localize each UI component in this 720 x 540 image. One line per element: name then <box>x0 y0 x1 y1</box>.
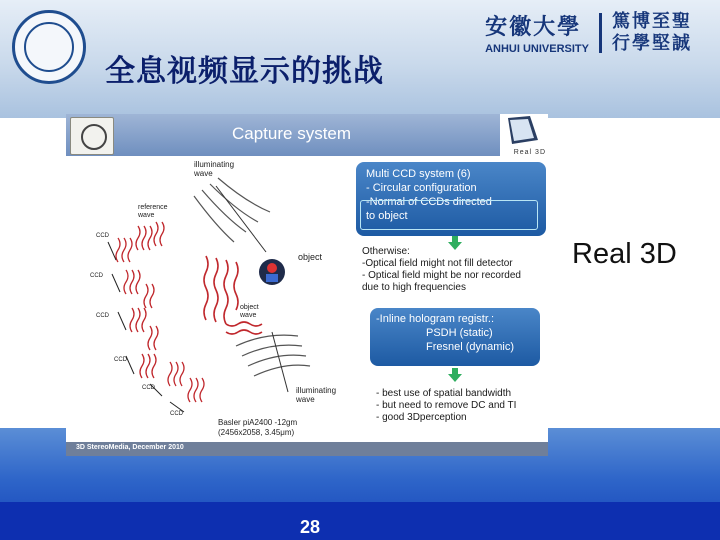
box1-line-2: - Circular configuration <box>366 182 477 194</box>
otherwise-line-1: Otherwise: <box>362 246 410 257</box>
object-icon <box>259 259 285 285</box>
university-seal-logo <box>12 10 86 84</box>
page-number: 28 <box>300 517 321 537</box>
object-wave-lines <box>204 256 262 334</box>
bullet-line-3: - good 3Dperception <box>376 412 467 423</box>
label-ccd-2: CCD <box>90 273 103 279</box>
real3d-logo-icon <box>500 114 548 148</box>
label-object: object <box>298 252 323 262</box>
box1-line-1: Multi CCD system (6) <box>366 168 471 180</box>
down-arrow-2-icon <box>448 374 462 382</box>
embedded-slide-title: Capture system <box>232 124 352 143</box>
illuminating-wave-top-arcs <box>194 178 270 242</box>
label-object-wave: object wave <box>240 304 259 319</box>
otherwise-line-3: - Optical field might be nor recorded <box>362 270 521 281</box>
embedded-footer-text: 3D StereoMedia, December 2010 <box>76 444 184 451</box>
real3d-logo-text: Real 3D <box>513 149 546 156</box>
ccd-wave-patterns <box>116 222 204 402</box>
highlight-frame <box>360 200 538 230</box>
seal-inner-ring <box>24 22 74 72</box>
otherwise-notes <box>362 246 521 294</box>
box2-line-2: PSDH (static) <box>426 327 493 339</box>
illuminating-wave-bottom-arcs <box>236 335 310 376</box>
label-ccd-6: CCD <box>170 411 183 417</box>
illumination-ray-bottom <box>272 332 288 392</box>
brand-divider <box>599 13 602 53</box>
label-reference-wave: reference wave <box>138 204 168 219</box>
footer-bottom-strip <box>0 502 720 540</box>
label-illuminating-wave-top: illuminating wave <box>194 160 235 178</box>
slide-title: 全息视频显示的挑战 <box>105 54 384 89</box>
box2-line-1: -Inline hologram registr.: <box>376 313 494 325</box>
otherwise-line-2: -Optical field might not fill detector <box>362 258 513 269</box>
university-name-en: ANHUI UNIVERSITY <box>485 43 589 55</box>
label-illuminating-wave-bottom: illuminating wave <box>296 386 337 404</box>
university-name-cn: 安徽大學 <box>485 14 582 40</box>
bullet-line-1: - best use of spatial bandwidth <box>376 388 512 399</box>
real3d-corner-logo <box>500 114 548 156</box>
label-sensor: Basler piA2400 -12gm <box>218 418 298 427</box>
university-brand <box>485 10 708 55</box>
embedded-slide-footer <box>66 442 548 456</box>
side-label: Real 3D <box>572 238 677 270</box>
box1-line-3: -Normal of CCDs directed <box>366 196 492 208</box>
bullet-line-2: - but need to remove DC and TI <box>376 400 517 411</box>
bandwidth-notes <box>376 388 516 424</box>
seal-emblem-icon <box>81 124 107 150</box>
university-motto: 篤博至聖 行學堅誠 <box>612 10 692 54</box>
box2-line-3: Fresnel (dynamic) <box>426 341 515 353</box>
label-sensor-spec: (2456x2058, 3.45μm) <box>218 428 295 437</box>
box1-line-4: to object <box>366 210 408 222</box>
embedded-slide <box>66 114 548 456</box>
label-ccd-4: CCD <box>114 357 127 363</box>
inline-hologram-box <box>370 308 540 366</box>
label-ccd-5: CCD <box>142 385 155 391</box>
label-ccd-3: CCD <box>96 313 109 319</box>
embedded-slide-header <box>66 114 548 156</box>
otherwise-line-4: due to high frequencies <box>362 282 466 293</box>
embedded-seal-logo <box>70 117 114 155</box>
label-ccd-1: CCD <box>96 233 109 239</box>
